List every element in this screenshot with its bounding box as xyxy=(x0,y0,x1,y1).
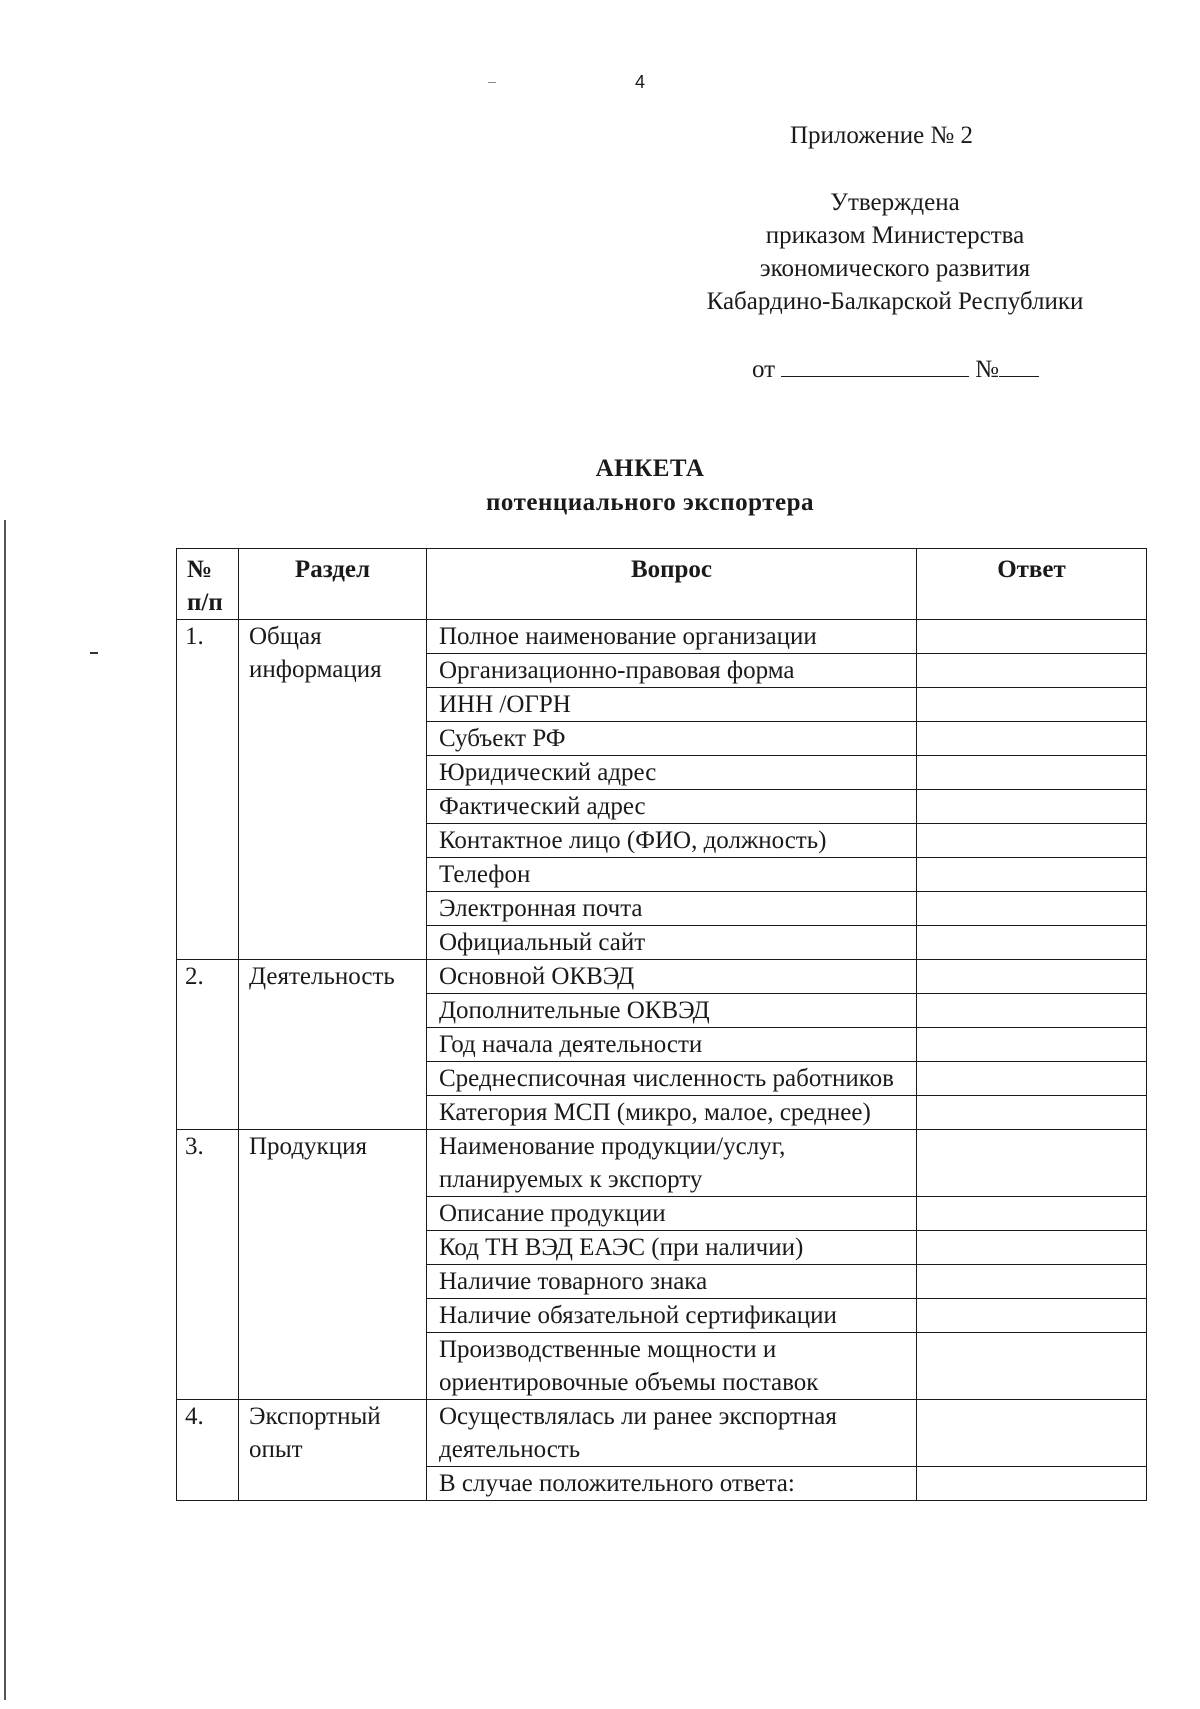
question-cell: Дополнительные ОКВЭД xyxy=(427,994,917,1028)
approval-line: Утверждена xyxy=(830,189,960,216)
answer-cell[interactable] xyxy=(917,960,1147,994)
section-number: 2. xyxy=(177,960,239,1130)
table-body xyxy=(177,620,1147,1501)
question-cell: Электронная почта xyxy=(427,892,917,926)
table-row xyxy=(177,1130,1147,1197)
answer-cell[interactable] xyxy=(917,858,1147,892)
question-cell: Наличие обязательной сертификации xyxy=(427,1299,917,1333)
question-cell: Организационно-правовая форма xyxy=(427,654,917,688)
title-main: АНКЕТА xyxy=(595,455,705,482)
question-cell: Наименование продукции/услуг, планируемых к экспорту xyxy=(427,1130,917,1197)
question-cell: Описание продукции xyxy=(427,1197,917,1231)
question-cell: В случае положительного ответа: xyxy=(427,1467,917,1501)
question-cell: Основной ОКВЭД xyxy=(427,960,917,994)
scan-dash-mark xyxy=(90,652,98,654)
answer-cell[interactable] xyxy=(917,1231,1147,1265)
order-date-blank xyxy=(781,354,969,377)
answer-cell[interactable] xyxy=(917,1299,1147,1333)
answer-cell[interactable] xyxy=(917,1197,1147,1231)
table-row xyxy=(177,960,1147,994)
approval-line: приказом Министерства xyxy=(765,222,1025,249)
question-cell: Производственные мощности и ориентировочные объемы поставок xyxy=(427,1333,917,1400)
section-name: Деятельность xyxy=(239,960,427,1130)
order-number-label: № xyxy=(975,356,999,383)
question-cell: Контактное лицо (ФИО, должность) xyxy=(427,824,917,858)
answer-cell[interactable] xyxy=(917,1096,1147,1130)
section-number: 1. xyxy=(177,620,239,960)
document-title xyxy=(0,452,1200,520)
table-row xyxy=(177,620,1147,654)
answer-cell[interactable] xyxy=(917,654,1147,688)
header-question: Вопрос xyxy=(427,549,917,620)
section-number: 3. xyxy=(177,1130,239,1400)
answer-cell[interactable] xyxy=(917,1400,1147,1467)
header-num: № п/п xyxy=(177,549,239,620)
question-cell: Полное наименование организации xyxy=(427,620,917,654)
question-cell: Категория МСП (микро, малое, среднее) xyxy=(427,1096,917,1130)
page-number: 4 xyxy=(634,72,645,92)
table-header-row xyxy=(177,549,1147,620)
header-answer: Ответ xyxy=(917,549,1147,620)
question-cell: Юридический адрес xyxy=(427,756,917,790)
section-number: 4. xyxy=(177,1400,239,1501)
section-name: Экспортный опыт xyxy=(239,1400,427,1501)
questionnaire-table xyxy=(176,548,1147,1501)
answer-cell[interactable] xyxy=(917,1265,1147,1299)
answer-cell[interactable] xyxy=(917,1333,1147,1400)
section-name: Общая информация xyxy=(239,620,427,960)
question-cell: Телефон xyxy=(427,858,917,892)
question-cell: Год начала деятельности xyxy=(427,1028,917,1062)
answer-cell[interactable] xyxy=(917,1028,1147,1062)
answer-cell[interactable] xyxy=(917,756,1147,790)
answer-cell[interactable] xyxy=(917,620,1147,654)
question-cell: Осуществлялась ли ранее экспортная деятельность xyxy=(427,1400,917,1467)
approval-block xyxy=(640,186,1150,318)
answer-cell[interactable] xyxy=(917,926,1147,960)
section-name: Продукция xyxy=(239,1130,427,1400)
answer-cell[interactable] xyxy=(917,1062,1147,1096)
answer-cell[interactable] xyxy=(917,1467,1147,1501)
question-cell: Субъект РФ xyxy=(427,722,917,756)
answer-cell[interactable] xyxy=(917,994,1147,1028)
order-number-blank xyxy=(999,354,1039,377)
answer-cell[interactable] xyxy=(917,1130,1147,1197)
appendix-label: Приложение № 2 xyxy=(790,122,974,149)
question-cell: Код ТН ВЭД ЕАЭС (при наличии) xyxy=(427,1231,917,1265)
title-subtitle: потенциального экспортера xyxy=(486,489,814,516)
question-cell: Фактический адрес xyxy=(427,790,917,824)
order-reference xyxy=(752,354,1039,384)
answer-cell[interactable] xyxy=(917,688,1147,722)
question-cell: Официальный сайт xyxy=(427,926,917,960)
answer-cell[interactable] xyxy=(917,722,1147,756)
approval-line: экономического развития xyxy=(759,255,1031,282)
answer-cell[interactable] xyxy=(917,824,1147,858)
answer-cell[interactable] xyxy=(917,790,1147,824)
question-cell: Наличие товарного знака xyxy=(427,1265,917,1299)
order-date-label: от xyxy=(752,356,776,383)
question-cell: Среднесписочная численность работников xyxy=(427,1062,917,1096)
table-row xyxy=(177,1400,1147,1467)
question-cell: ИНН /ОГРН xyxy=(427,688,917,722)
header-section: Раздел xyxy=(239,549,427,620)
answer-cell[interactable] xyxy=(917,892,1147,926)
scan-edge-mark xyxy=(4,520,6,1700)
approval-line: Кабардино-Балкарской Республики xyxy=(706,288,1084,315)
